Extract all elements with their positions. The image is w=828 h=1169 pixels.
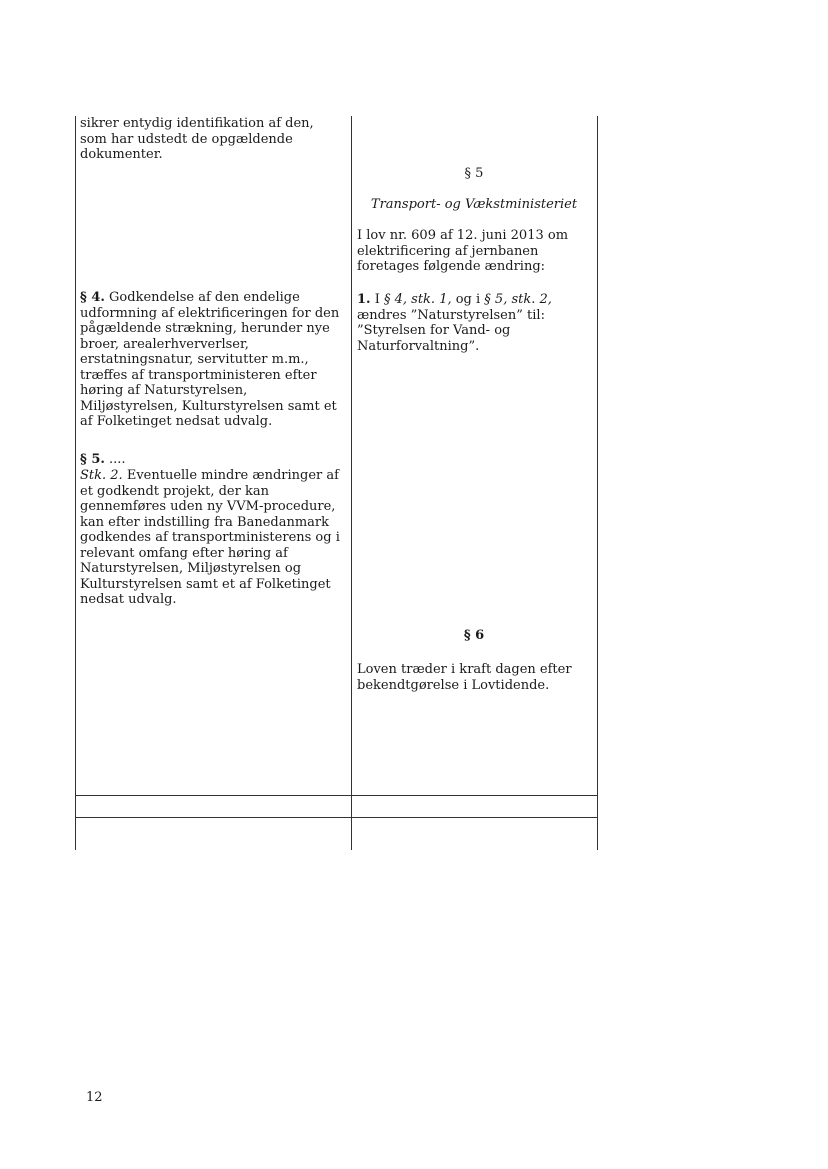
amendment-og: og i [451,292,485,307]
ministry-heading: Transport- og Vækstministeriet [370,197,578,212]
table-left-border [75,116,76,850]
amendment-number: 1. [357,292,371,307]
law-intro-text: I lov nr. 609 af 12. juni 2013 om elektrificering af jernbanen foretages følgende ændring: [357,228,569,274]
amendment-ref-1: § 4, stk. 1, [383,292,452,307]
section-5-stk-2-paragraph [80,468,346,608]
section-5-label: § 5. [80,452,105,467]
table-row-rule-1 [75,795,598,796]
page-number: 12 [86,1090,103,1105]
stk-2-label: Stk. 2. [80,468,123,483]
table-right-border [597,116,598,850]
section-4-paragraph [80,290,346,430]
amendment-ref-2: § 5, stk. 2, [484,292,552,307]
section-5-ellipsis: .... [104,452,126,467]
section-4-label: § 4. [80,290,105,305]
amendment-i: I [370,292,384,307]
amendment-rest: ændres ”Naturstyrelsen” til: ”Styrelsen for Vand- og Naturforvaltning”. [357,307,545,354]
stk-2-text: Eventuelle mindre ændringer af et godkendt projekt, der kan gennemføres uden ny VVM-procedure, kan efter indstilling fra Banedanmark godkendes af transportministerens og i relevant omfang efter høring af Naturstyrelsen, Miljøstyrelsen og Kulturstyrelsen samt et af Folketinget nedsat udvalg. [80,468,340,607]
section-6-heading: § 6 [463,628,485,643]
table-column-divider [351,116,352,850]
amendment-1-paragraph [357,292,593,354]
section-6-text: Loven træder i kraft dagen efter bekendtgørelse i Lovtidende. [357,662,572,693]
table-row-rule-2 [75,817,598,818]
left-intro-text: sikrer entydig identifikation af den, som har udstedt de opgældende dokumenter. [80,116,314,162]
section-5-heading-left [80,452,346,468]
section-4-text: Godkendelse af den endelige udformning af elektrificeringen for den pågældende strækning, herunder nye broer, arealerhververlser, erstatningsnatur, servitutter m.m., træffes af transportministeren efter høring af Naturstyrelsen, Miljøstyrelsen, Kulturstyrelsen samt et af Folketinget nedsat udvalg. [80,290,340,429]
section-5-heading-right: § 5 [464,166,484,181]
